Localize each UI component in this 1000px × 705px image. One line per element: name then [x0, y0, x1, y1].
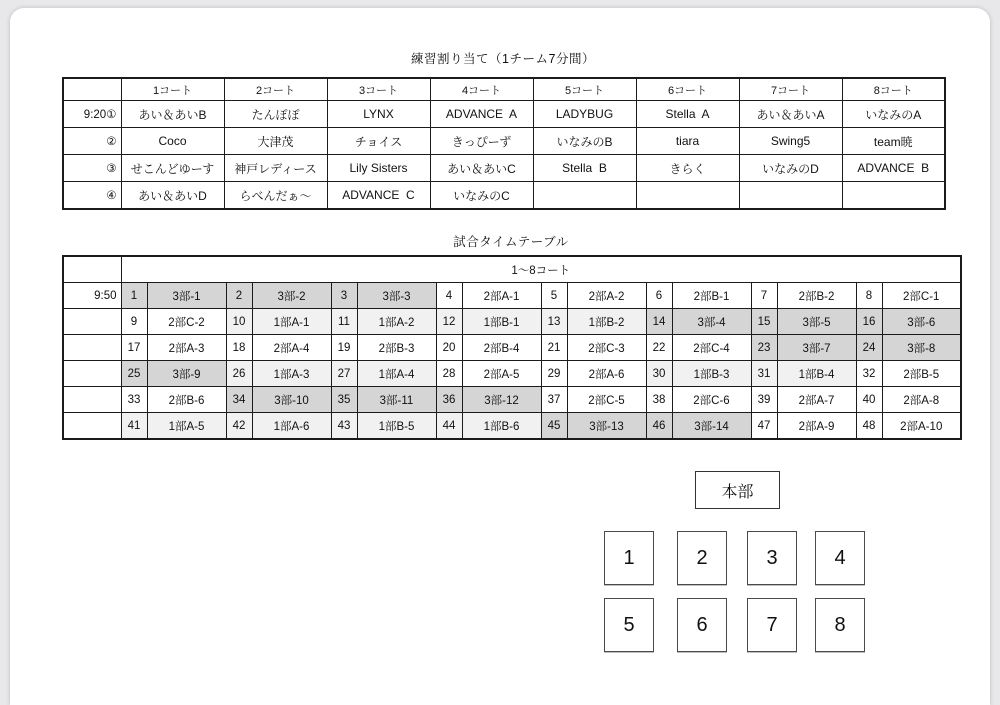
team-cell: Stella B [533, 155, 636, 182]
match-number: 23 [751, 335, 777, 361]
timetable-time-cell [63, 413, 121, 440]
team-cell: tiara [636, 128, 739, 155]
match-number: 45 [541, 413, 567, 440]
team-cell: LYNX [327, 101, 430, 128]
match-number: 20 [436, 335, 462, 361]
match-label: 3部-3 [357, 283, 436, 309]
practice-table-title: 練習割り当て（1チーム7分間） [411, 52, 595, 66]
match-number: 19 [331, 335, 357, 361]
team-cell [533, 182, 636, 210]
match-label: 1部B-4 [777, 361, 856, 387]
timetable-time-cell: 9:50 [63, 283, 121, 309]
timetable-row-4 [63, 361, 961, 387]
courts-span-header: 1～8コート [121, 256, 961, 283]
match-number: 4 [436, 283, 462, 309]
court-header-7: 7コート [739, 78, 842, 101]
match-number: 31 [751, 361, 777, 387]
court-box-7: 7 [747, 598, 797, 652]
match-label: 2部A-2 [567, 283, 646, 309]
match-label: 1部B-2 [567, 309, 646, 335]
match-label: 3部-2 [252, 283, 331, 309]
court-box-4: 4 [815, 531, 865, 585]
match-label: 2部C-5 [567, 387, 646, 413]
match-number: 2 [226, 283, 252, 309]
match-label: 1部B-3 [672, 361, 751, 387]
practice-slot-label: 9:20① [63, 101, 121, 128]
match-label: 2部B-2 [777, 283, 856, 309]
court-header-8: 8コート [842, 78, 945, 101]
match-label: 3部-13 [567, 413, 646, 440]
match-label: 3部-6 [882, 309, 961, 335]
team-cell: あい＆あいC [430, 155, 533, 182]
match-label: 3部-9 [147, 361, 226, 387]
match-number: 9 [121, 309, 147, 335]
match-number: 5 [541, 283, 567, 309]
match-label: 2部C-4 [672, 335, 751, 361]
team-cell: らべんだぁ～ [224, 182, 327, 210]
match-number: 44 [436, 413, 462, 440]
match-label: 3部-14 [672, 413, 751, 440]
match-label: 2部C-3 [567, 335, 646, 361]
timetable-row-5 [63, 387, 961, 413]
match-number: 3 [331, 283, 357, 309]
match-number: 13 [541, 309, 567, 335]
match-label: 2部B-4 [462, 335, 541, 361]
match-label: 3部-5 [777, 309, 856, 335]
match-label: 3部-7 [777, 335, 856, 361]
practice-slot-label: ④ [63, 182, 121, 210]
match-number: 38 [646, 387, 672, 413]
match-number: 36 [436, 387, 462, 413]
match-number: 41 [121, 413, 147, 440]
practice-row-2 [63, 128, 945, 155]
match-label: 2部A-6 [567, 361, 646, 387]
court-box-1: 1 [604, 531, 654, 585]
timetable-row-2 [63, 309, 961, 335]
match-number: 47 [751, 413, 777, 440]
match-number: 34 [226, 387, 252, 413]
match-label: 2部A-1 [462, 283, 541, 309]
team-cell: いなみのD [739, 155, 842, 182]
timetable-time-cell [63, 387, 121, 413]
match-label: 3部-12 [462, 387, 541, 413]
practice-slot-label: ② [63, 128, 121, 155]
match-number: 39 [751, 387, 777, 413]
match-number: 46 [646, 413, 672, 440]
match-label: 2部A-5 [462, 361, 541, 387]
match-label: 1部A-6 [252, 413, 331, 440]
match-label: 3部-10 [252, 387, 331, 413]
team-cell [842, 182, 945, 210]
team-cell: 大津茂 [224, 128, 327, 155]
team-cell: Stella A [636, 101, 739, 128]
court-box-5: 5 [604, 598, 654, 652]
team-cell [636, 182, 739, 210]
timetable-time-cell [63, 361, 121, 387]
match-number: 7 [751, 283, 777, 309]
match-number: 48 [856, 413, 882, 440]
match-label: 3部-11 [357, 387, 436, 413]
court-header-3: 3コート [327, 78, 430, 101]
team-cell: いなみのC [430, 182, 533, 210]
match-number: 32 [856, 361, 882, 387]
practice-time-header [63, 78, 121, 101]
match-number: 15 [751, 309, 777, 335]
team-cell: きらく [636, 155, 739, 182]
match-label: 2部A-8 [882, 387, 961, 413]
match-label: 2部A-4 [252, 335, 331, 361]
match-label: 2部B-3 [357, 335, 436, 361]
match-label: 1部A-1 [252, 309, 331, 335]
match-label: 1部A-2 [357, 309, 436, 335]
match-label: 2部A-3 [147, 335, 226, 361]
match-number: 1 [121, 283, 147, 309]
match-timetable [62, 255, 962, 440]
court-box-8: 8 [815, 598, 865, 652]
match-number: 29 [541, 361, 567, 387]
match-number: 14 [646, 309, 672, 335]
match-label: 3部-8 [882, 335, 961, 361]
match-label: 2部C-6 [672, 387, 751, 413]
timetable-title: 試合タイムテーブル [453, 235, 569, 249]
practice-slot-label: ③ [63, 155, 121, 182]
match-label: 3部-1 [147, 283, 226, 309]
match-number: 11 [331, 309, 357, 335]
document-page [10, 8, 990, 705]
match-number: 17 [121, 335, 147, 361]
match-label: 1部B-1 [462, 309, 541, 335]
team-cell [739, 182, 842, 210]
team-cell: Lily Sisters [327, 155, 430, 182]
team-cell: チョイス [327, 128, 430, 155]
timetable-row-3 [63, 335, 961, 361]
match-label: 1部A-3 [252, 361, 331, 387]
match-label: 2部B-6 [147, 387, 226, 413]
team-cell: team暁 [842, 128, 945, 155]
match-number: 18 [226, 335, 252, 361]
headquarters-box [695, 471, 780, 509]
court-header-2: 2コート [224, 78, 327, 101]
team-cell: ADVANCE A [430, 101, 533, 128]
court-header-6: 6コート [636, 78, 739, 101]
court-box-6: 6 [677, 598, 727, 652]
match-number: 33 [121, 387, 147, 413]
match-number: 40 [856, 387, 882, 413]
team-cell: 神戸レディース [224, 155, 327, 182]
match-number: 21 [541, 335, 567, 361]
team-cell: Swing5 [739, 128, 842, 155]
match-label: 2部B-1 [672, 283, 751, 309]
match-number: 35 [331, 387, 357, 413]
match-label: 2部A-9 [777, 413, 856, 440]
practice-row-4 [63, 182, 945, 210]
team-cell: あい＆あいD [121, 182, 224, 210]
match-number: 37 [541, 387, 567, 413]
team-cell: せこんどゆーす [121, 155, 224, 182]
match-number: 26 [226, 361, 252, 387]
match-label: 2部B-5 [882, 361, 961, 387]
headquarters-label: 本部 [721, 483, 754, 501]
match-number: 16 [856, 309, 882, 335]
team-cell: LADYBUG [533, 101, 636, 128]
match-label: 1部B-6 [462, 413, 541, 440]
court-box-2: 2 [677, 531, 727, 585]
team-cell: いなみのB [533, 128, 636, 155]
team-cell: あい＆あいA [739, 101, 842, 128]
practice-row-3 [63, 155, 945, 182]
team-cell: ADVANCE B [842, 155, 945, 182]
court-box-3: 3 [747, 531, 797, 585]
court-header-1: 1コート [121, 78, 224, 101]
match-number: 12 [436, 309, 462, 335]
match-number: 43 [331, 413, 357, 440]
match-label: 2部A-10 [882, 413, 961, 440]
timetable-time-cell [63, 335, 121, 361]
match-label: 1部A-5 [147, 413, 226, 440]
match-number: 22 [646, 335, 672, 361]
match-number: 27 [331, 361, 357, 387]
match-number: 10 [226, 309, 252, 335]
match-label: 1部B-5 [357, 413, 436, 440]
timetable-time-header [63, 256, 121, 283]
practice-row-1 [63, 101, 945, 128]
court-header-4: 4コート [430, 78, 533, 101]
practice-table [62, 77, 946, 210]
match-label: 1部A-4 [357, 361, 436, 387]
match-number: 28 [436, 361, 462, 387]
timetable-row-1 [63, 283, 961, 309]
timetable-time-cell [63, 309, 121, 335]
match-label: 2部C-2 [147, 309, 226, 335]
match-label: 2部A-7 [777, 387, 856, 413]
team-cell: Coco [121, 128, 224, 155]
match-number: 25 [121, 361, 147, 387]
team-cell: きっぴーず [430, 128, 533, 155]
timetable-row-6 [63, 413, 961, 440]
court-header-5: 5コート [533, 78, 636, 101]
match-label: 3部-4 [672, 309, 751, 335]
match-number: 24 [856, 335, 882, 361]
match-number: 6 [646, 283, 672, 309]
match-label: 2部C-1 [882, 283, 961, 309]
match-number: 42 [226, 413, 252, 440]
team-cell: あい＆あいB [121, 101, 224, 128]
match-number: 8 [856, 283, 882, 309]
team-cell: ADVANCE C [327, 182, 430, 210]
team-cell: いなみのA [842, 101, 945, 128]
match-number: 30 [646, 361, 672, 387]
team-cell: たんぽぽ [224, 101, 327, 128]
